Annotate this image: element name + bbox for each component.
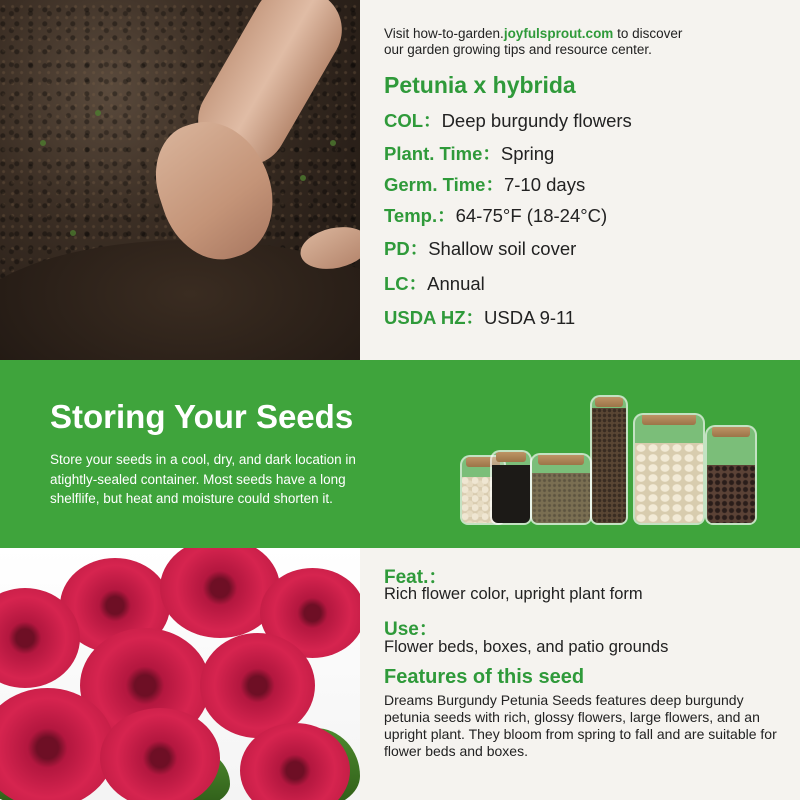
spec-plant-time <box>384 140 554 166</box>
top-section <box>0 0 800 360</box>
spec-key: COL： <box>384 110 442 131</box>
spec-value: 7-10 days <box>503 174 586 195</box>
plant-info-panel <box>384 26 784 339</box>
spec-key: USDA HZ： <box>384 307 485 328</box>
visit-website-text <box>384 26 784 58</box>
spec-color <box>384 107 632 133</box>
spec-planting-depth <box>384 235 576 261</box>
spec-key: PD： <box>384 238 429 259</box>
spec-key: LC： <box>384 273 428 294</box>
spec-germ-time <box>384 171 585 197</box>
spec-value: Annual <box>427 273 485 294</box>
spec-value: USDA 9-11 <box>484 307 576 328</box>
spec-value: 64-75°F (18-24°C) <box>455 205 608 226</box>
spec-key: Germ. Time： <box>384 174 504 195</box>
spec-value: Spring <box>500 143 555 164</box>
hand-sowing-seeds-photo <box>0 0 360 360</box>
spec-temperature <box>384 202 607 228</box>
features-value: Rich flower color, upright plant form <box>384 585 643 603</box>
spec-life-cycle <box>384 270 485 296</box>
features-of-seed-text: Dreams Burgundy Petunia Seeds features deep burgundy petunia seeds with rich, glossy flowers, large flowers, and an upright plant. They bloom from spring to fall and are suitable for flower beds and boxes. <box>384 692 777 759</box>
visit-prefix: Visit how-to-garden. <box>384 26 504 41</box>
use-value: Flower beds, boxes, and patio grounds <box>384 638 669 656</box>
spec-key: Temp.： <box>384 205 456 226</box>
bottom-section <box>0 548 800 800</box>
burgundy-petunia-photo <box>0 548 360 800</box>
spec-value: Deep burgundy flowers <box>441 110 632 131</box>
features-label: Feat.： <box>384 567 448 588</box>
spec-key: Plant. Time： <box>384 143 501 164</box>
visit-line-2: our garden growing tips and resource center. <box>384 42 652 57</box>
plant-name-title: Petunia x hybrida <box>384 72 576 98</box>
spec-usda-zone <box>384 304 575 330</box>
visit-suffix: to discover <box>613 26 683 41</box>
storing-seeds-title: Storing Your Seeds <box>50 398 354 435</box>
storing-seeds-text: Store your seeds in a cool, dry, and dark location in atightly-sealed container. Most seeds have a long shelflife, but heat and moisture could shorten it. <box>50 452 356 506</box>
use-label: Use： <box>384 619 438 640</box>
website-link[interactable]: joyfulsprout.com <box>503 26 614 41</box>
spec-value: Shallow soil cover <box>428 238 577 259</box>
features-of-seed-heading: Features of this seed <box>384 666 585 688</box>
seed-jars-image <box>455 385 765 525</box>
